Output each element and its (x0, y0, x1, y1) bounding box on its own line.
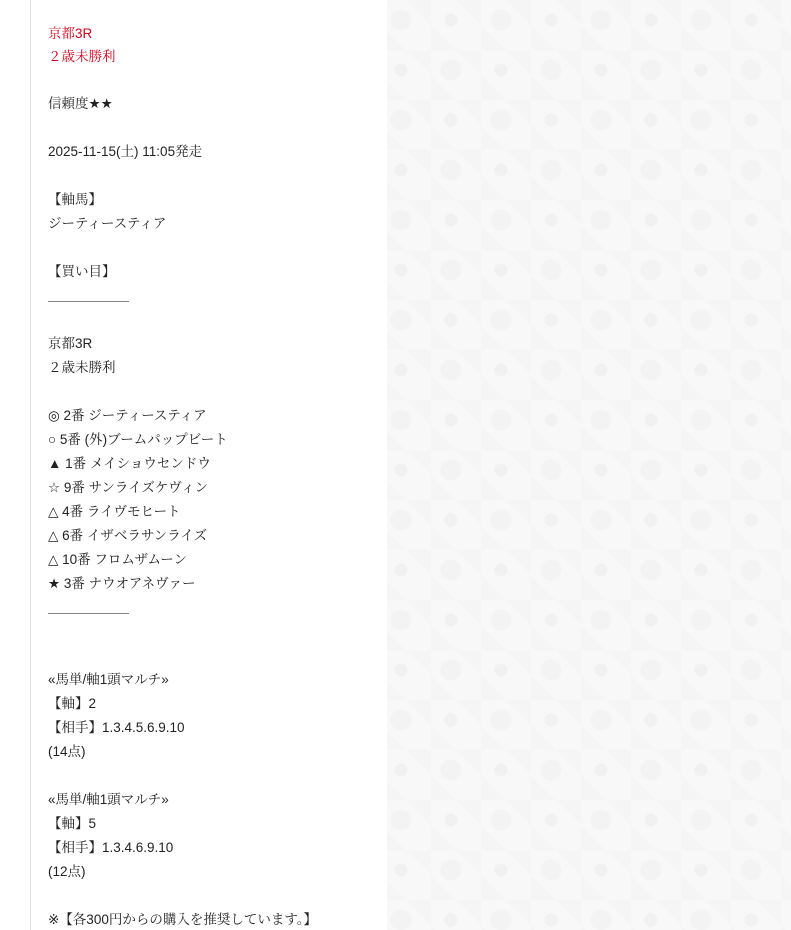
spacer (48, 308, 478, 332)
left-margin-rule (30, 0, 31, 930)
axis-horse-label: 【軸馬】 (48, 192, 102, 207)
spacer (48, 764, 478, 788)
bet-type-title: «馬単/軸1頭マルチ» (48, 672, 169, 687)
pick-list-divider: ＿＿＿＿＿＿ (48, 600, 129, 615)
buy-section (48, 260, 478, 308)
list-item: △ 4番 ライヴモヒート (48, 504, 181, 519)
spacer (48, 644, 478, 668)
pick-list (48, 404, 478, 596)
race-header-course: 京都3R (48, 26, 93, 41)
bet-points: (14点) (48, 744, 86, 759)
spacer (48, 236, 478, 260)
repeat-race-header (48, 332, 478, 380)
axis-horse-name: ジーティースティア (48, 216, 167, 231)
race-header (48, 22, 478, 68)
repeat-race-class: ２歳未勝利 (48, 360, 116, 375)
bet-points: (12点) (48, 864, 86, 879)
axis-horse-section (48, 188, 478, 236)
spacer (48, 116, 478, 140)
race-header-class: ２歳未勝利 (48, 49, 116, 64)
list-item: △ 6番 イザベラサンライズ (48, 528, 208, 543)
confidence-rating: 信頼度★★ (48, 96, 113, 111)
spacer (48, 620, 478, 644)
list-item: ★ 3番 ナウオアネヴァー (48, 576, 196, 591)
list-item: ☆ 9番 サンライズケヴィン (48, 480, 209, 495)
bet-axis: 【軸】2 (48, 696, 97, 711)
spacer (48, 68, 478, 92)
bet-axis: 【軸】5 (48, 816, 97, 831)
buy-section-label: 【買い目】 (48, 264, 116, 279)
purchase-footnote: ※【各300円からの購入を推奨しています。】 (48, 912, 318, 927)
bet-partners: 【相手】1.3.4.6.9.10 (48, 840, 174, 855)
spacer (48, 164, 478, 188)
repeat-race-course: 京都3R (48, 336, 93, 351)
list-item: △ 10番 フロムザムーン (48, 552, 188, 567)
bet-block-2 (48, 788, 478, 884)
bet-partners: 【相手】1.3.4.5.6.9.10 (48, 720, 185, 735)
race-datetime: 2025-11-15(土) 11:05発走 (48, 144, 203, 159)
list-item: ▲ 1番 メイショウセンドウ (48, 456, 211, 471)
spacer (48, 380, 478, 404)
race-tip-article (48, 22, 478, 930)
list-item: ◎ 2番 ジーティースティア (48, 408, 207, 423)
buy-section-divider: ＿＿＿＿＿＿ (48, 288, 129, 303)
list-item: ○ 5番 (外)ブームパップビート (48, 432, 228, 447)
bet-block-1 (48, 668, 478, 764)
spacer (48, 884, 478, 908)
bet-type-title: «馬単/軸1頭マルチ» (48, 792, 169, 807)
